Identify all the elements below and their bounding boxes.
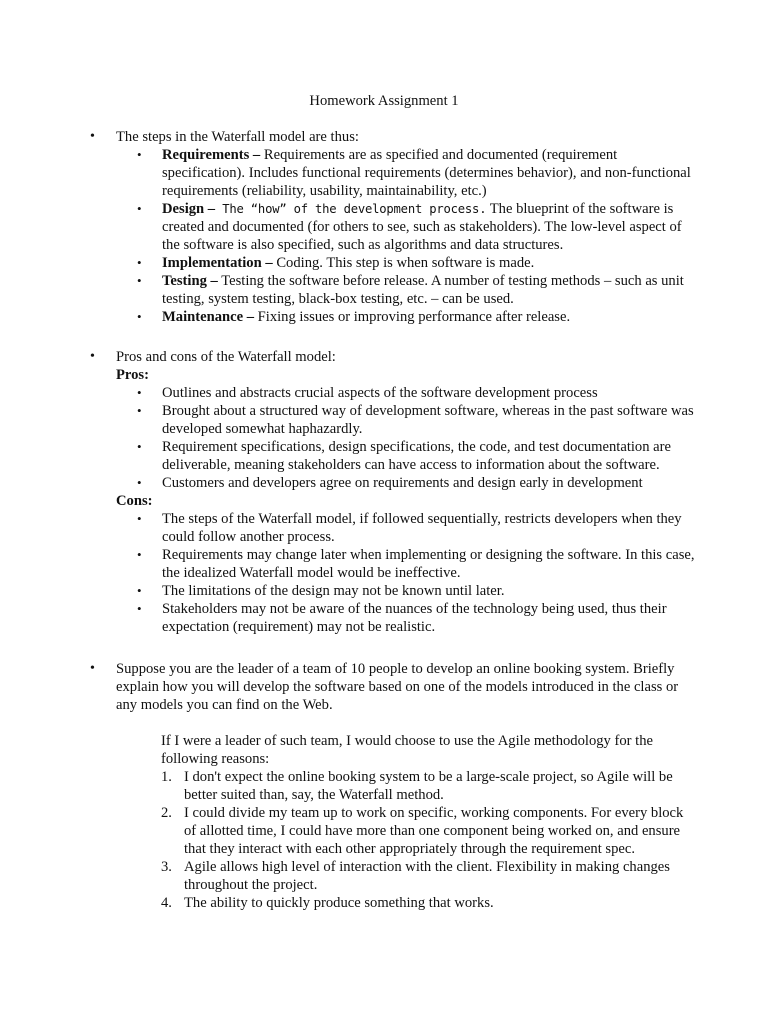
list-item — [92, 546, 698, 582]
step-text: Requirements are as specified and documented (requirement specification). Includes functional requirements (determines behavior), and non-functional requirements (reliability, usability, maintainability, etc.) — [162, 147, 691, 199]
bullet: • — [137, 201, 142, 216]
pro-text: Outlines and abstracts crucial aspects of the software development process — [162, 385, 598, 401]
bullet: • — [90, 349, 95, 364]
section-intro: The steps in the Waterfall model are thus: — [116, 129, 359, 145]
pro-text: Customers and developers agree on requirements and design early in development — [162, 475, 643, 491]
bullet: • — [137, 273, 142, 288]
reason-text: I don't expect the online booking system to be a large-scale project, so Agile will be better suited than, say, the Waterfall method. — [184, 769, 673, 803]
bullet: • — [137, 309, 142, 324]
document-title: Homework Assignment 1 — [309, 93, 459, 109]
list-item — [92, 474, 698, 492]
section-team-question — [92, 660, 698, 912]
bullet: • — [90, 129, 95, 144]
section-intro: Pros and cons of the Waterfall model: — [116, 349, 336, 365]
bullet: • — [137, 601, 142, 616]
bullet: • — [137, 475, 142, 490]
bullet: • — [137, 147, 142, 162]
steps-list — [92, 146, 698, 326]
cons-heading: Cons: — [116, 493, 153, 509]
reason-text: I could divide my team up to work on specific, working components. For every block of allotted time, I could have more than one component being worked on, and ensure that they interact with each other appropriately through the requirement spec. — [184, 805, 684, 857]
list-item — [92, 308, 698, 326]
list-item — [92, 146, 698, 200]
bullet: • — [137, 403, 142, 418]
pros-heading: Pros: — [116, 367, 149, 383]
con-text: The steps of the Waterfall model, if followed sequentially, restricts developers when they could follow another process. — [162, 511, 682, 545]
reason-text: Agile allows high level of interaction with the client. Flexibility in making changes throughout the project. — [184, 859, 670, 893]
list-item — [92, 804, 698, 858]
list-item — [92, 582, 698, 600]
step-text: The blueprint of the software is created and documented (for others to see, such as stakeholders). The low-level aspect of the software is also specified, such as algorithms and data structures. — [162, 201, 682, 253]
cons-list — [92, 510, 698, 636]
list-item — [92, 438, 698, 474]
list-item — [92, 858, 698, 894]
list-item — [92, 768, 698, 804]
con-text: Stakeholders may not be aware of the nuances of the technology being used, thus their expectation (requirement) may not be realistic. — [162, 601, 667, 635]
list-item — [92, 200, 698, 254]
item-number: 3. — [161, 859, 172, 875]
con-text: Requirements may change later when implementing or designing the software. In this case, the idealized Waterfall model would be ineffective. — [162, 547, 695, 581]
pro-text: Brought about a structured way of development software, whereas in the past software was developed somewhat haphazardly. — [162, 403, 694, 437]
step-label: Maintenance – — [162, 309, 255, 325]
step-label: Requirements – — [162, 147, 261, 163]
bullet: • — [137, 583, 142, 598]
reasons-list — [92, 768, 698, 912]
step-label: Design – — [162, 201, 216, 217]
con-text: The limitations of the design may not be known until later. — [162, 583, 505, 599]
list-item — [92, 510, 698, 546]
item-number: 2. — [161, 805, 172, 821]
step-label: Implementation – — [162, 255, 273, 271]
answer-paragraph: If I were a leader of such team, I would choose to use the Agile methodology for the following reasons: — [161, 733, 653, 767]
pros-list — [92, 384, 698, 492]
item-number: 1. — [161, 769, 172, 785]
question-text: Suppose you are the leader of a team of 10 people to develop an online booking system. Briefly explain how you will develop the software based on one of the models introduced in the class or any models you can find on the Web. — [116, 661, 679, 713]
list-item — [92, 272, 698, 308]
list-item — [92, 402, 698, 438]
pro-text: Requirement specifications, design specifications, the code, and test documentation are deliverable, meaning stakeholders can have access to information about the software. — [162, 439, 671, 473]
step-text: Coding. This step is when software is made. — [272, 255, 535, 271]
bullet: • — [137, 439, 142, 454]
bullet: • — [90, 661, 95, 676]
reason-text: The ability to quickly produce something that works. — [184, 895, 494, 911]
step-text-mono: The “how” of the development process. — [215, 202, 487, 216]
step-text: Testing the software before release. A number of testing methods – such as unit testing, system testing, black-box testing, etc. – can be used. — [162, 273, 684, 307]
bullet: • — [137, 385, 142, 400]
list-item — [92, 254, 698, 272]
section-waterfall-steps — [92, 128, 698, 326]
item-number: 4. — [161, 895, 172, 911]
list-item — [92, 600, 698, 636]
list-item — [92, 384, 698, 402]
list-item — [92, 894, 698, 912]
step-text: Fixing issues or improving performance after release. — [254, 309, 571, 325]
bullet: • — [137, 511, 142, 526]
bullet: • — [137, 255, 142, 270]
section-pros-cons — [92, 348, 698, 636]
bullet: • — [137, 547, 142, 562]
step-label: Testing – — [162, 273, 218, 289]
